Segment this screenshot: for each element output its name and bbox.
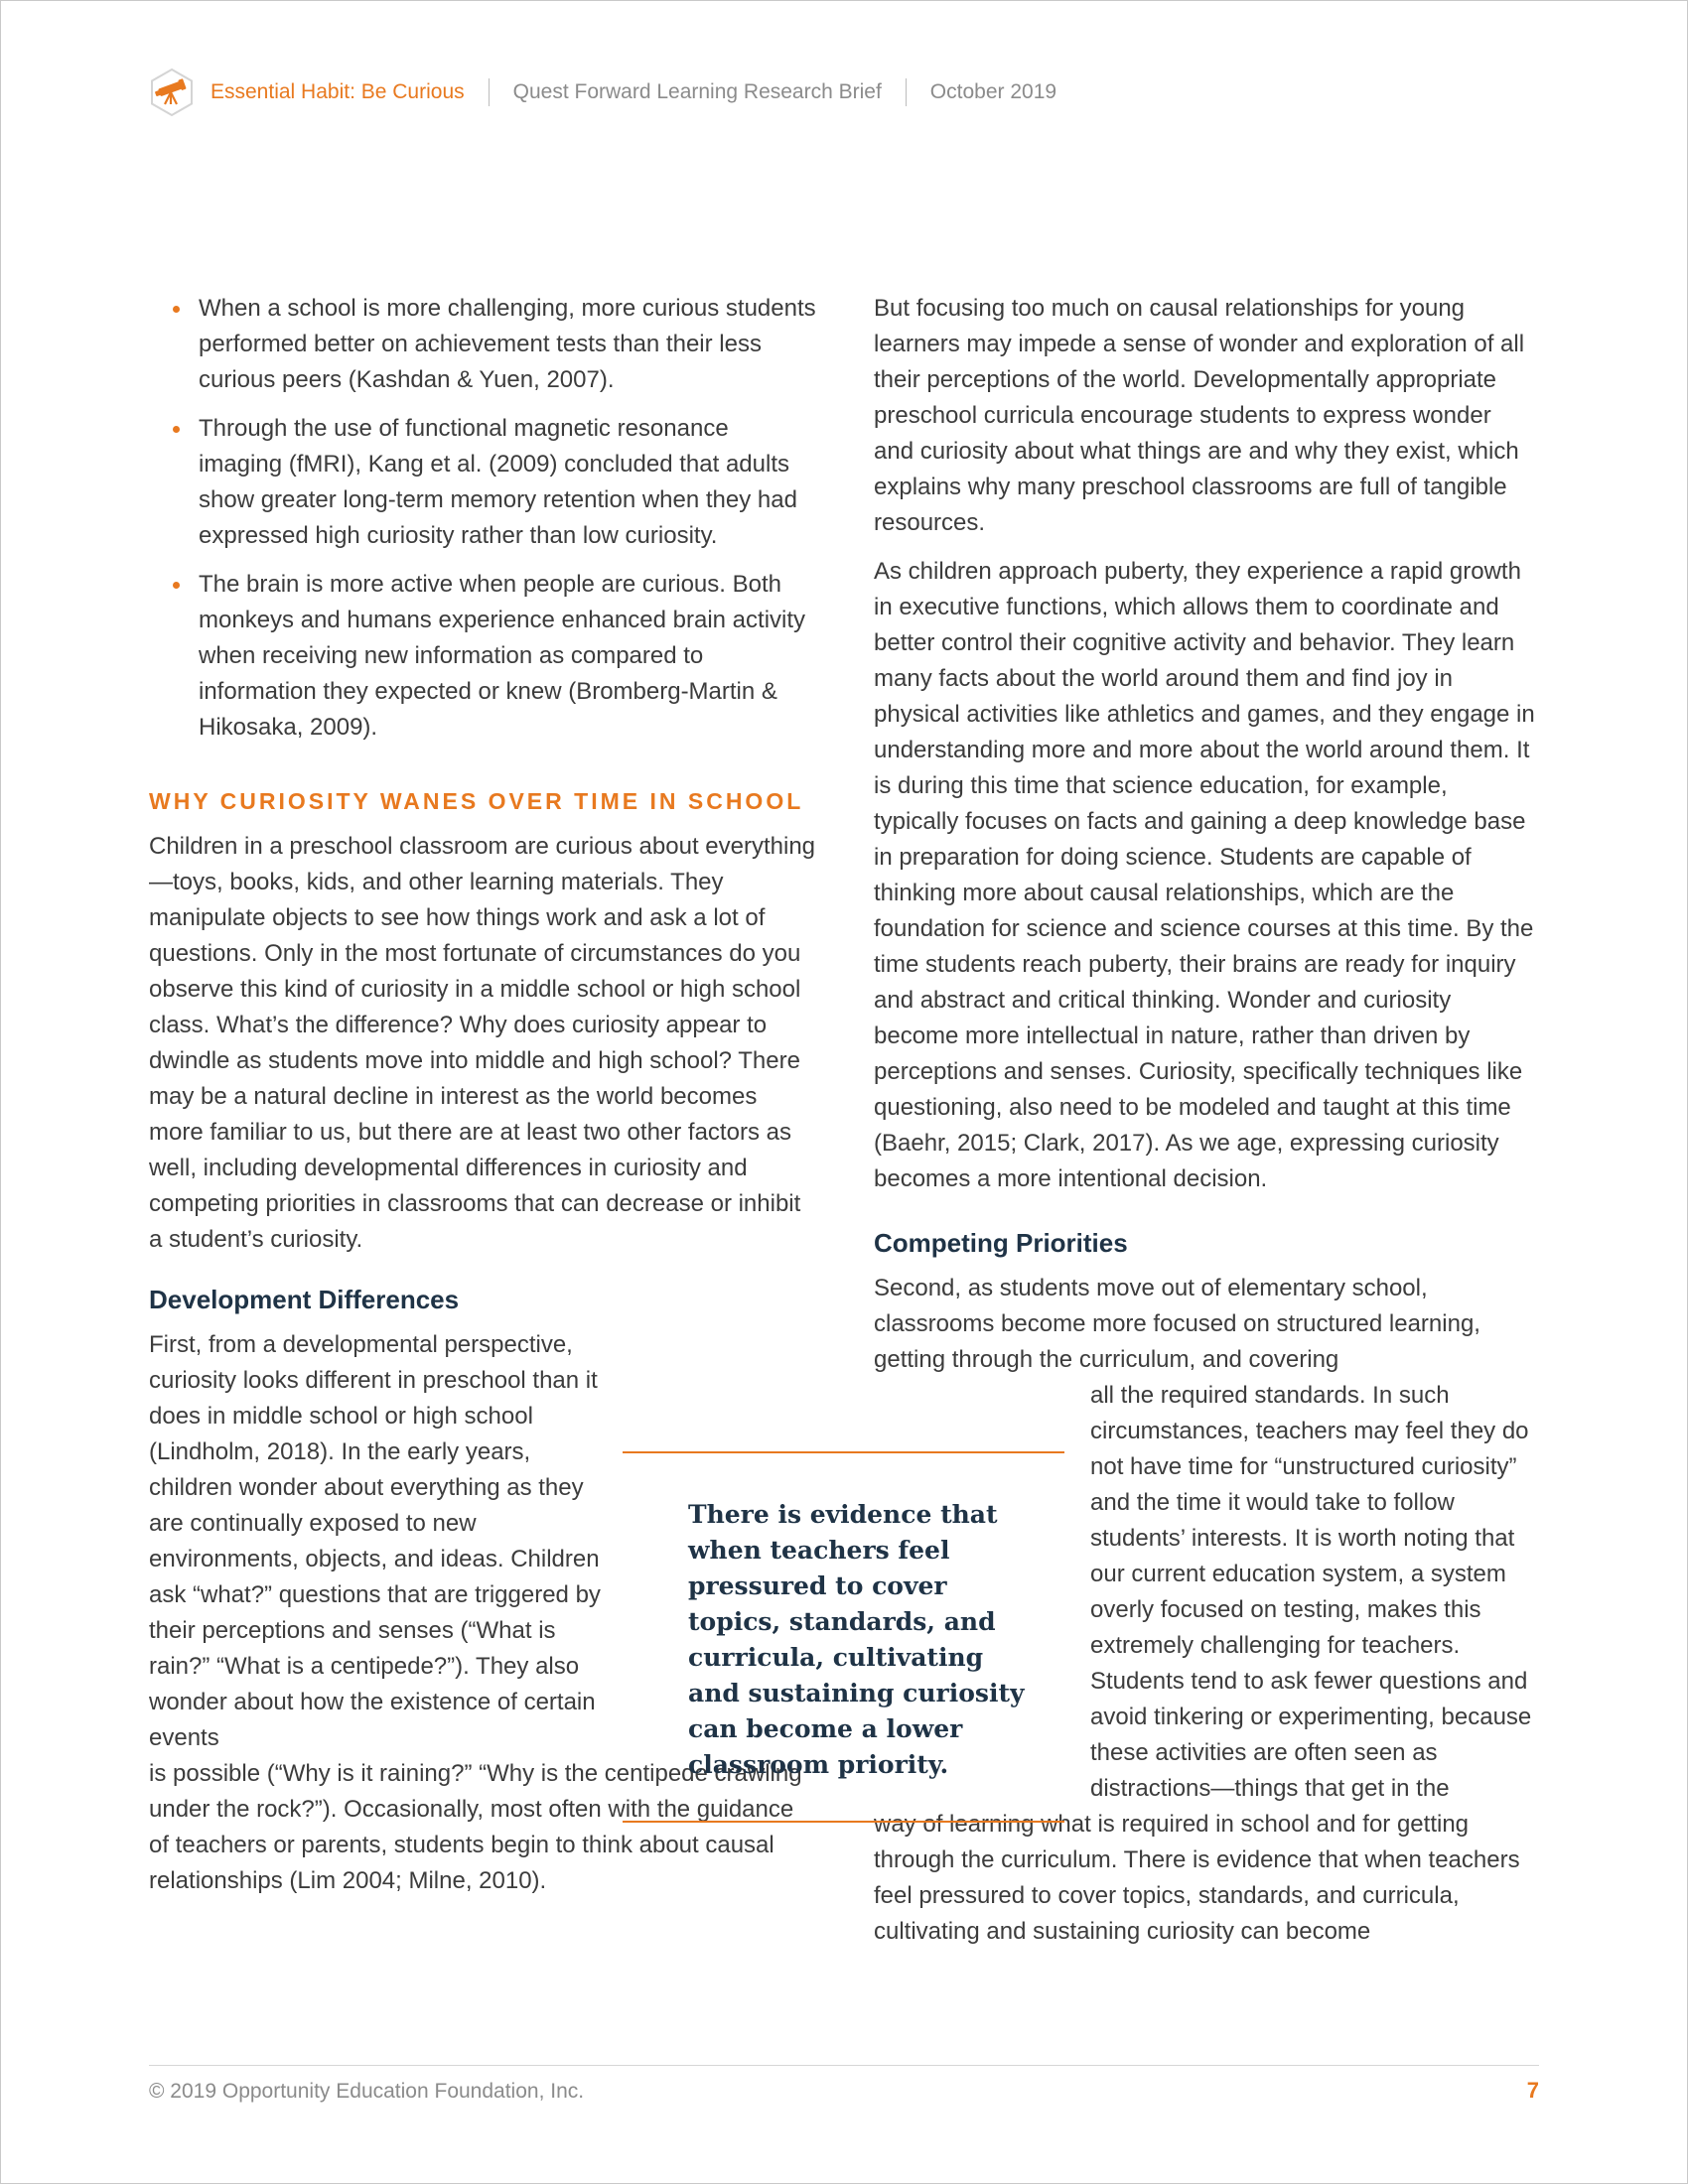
brief-title: Essential Habit: Be Curious — [211, 80, 465, 103]
body-paragraph: But focusing too much on causal relationships for young learners may impede a sense of wonder and exploration of all their perceptions of the world. Developmentally appropriate preschool curricula encourage students to express wonder and curiosity about what things are and why they exist, which explains why many preschool classrooms are full of tangible resources. — [874, 295, 1525, 536]
pull-quote — [623, 1451, 1064, 1823]
body-paragraph-wrapped: all the required standards. In such circumstances, teachers may feel they do not have time for “unstructured curiosity” and the time it would take to follow students’ interests. It is worth noting that our current education system, a system overly focused on testing, makes this extremely challenging for teachers. Students tend to ask fewer questions and avoid tinkering or experimenting, because these activities are often seen as distractions—things that get in the — [1090, 1382, 1532, 1802]
bullet-icon — [173, 306, 180, 313]
findings-list — [149, 291, 816, 746]
pull-quote-text: There is evidence that when teachers feel pressured to cover topics, standards, and curricula, cultivating and sustaining curiosity can become a lower classroom priority. — [688, 1500, 1025, 1779]
header-divider — [906, 78, 907, 106]
subheading-priorities: Competing Priorities — [874, 1228, 1128, 1258]
body-paragraph: Children in a preschool classroom are curious about everything—toys, books, kids, and other learning materials. They manipulate objects to see how things work and ask a lot of questions. Only in the most fortunate of circumstances do you observe this kind of curiosity in a middle school or high school class. What’s the difference? Why does curiosity appear to dwindle as students move into middle and high school? There may be a natural decline in interest as the world becomes more familiar to us, but there are at least two other factors as well, including developmental differences in curiosity and competing priorities in classrooms that can decrease or inhibit a student’s curiosity. — [149, 833, 816, 1253]
body-paragraph: Second, as students move out of elementary school, classrooms become more focused on structured learning, getting through the curriculum, and covering — [874, 1275, 1480, 1373]
footer-divider — [149, 2065, 1539, 2066]
list-item: Through the use of functional magnetic resonance imaging (fMRI), Kang et al. (2009) concluded that adults show greater long-term memory retention when they had expressed high curiosity rather than low curiosity. — [149, 411, 816, 554]
copyright-notice: © 2019 Opportunity Education Foundation, Inc. — [149, 2080, 585, 2103]
body-paragraph-wrapped: First, from a developmental perspective, curiosity looks different in preschool than it does in middle school or high school (Lindholm, 2018). In the early years, children wonder about everything as they are continually exposed to new environments, objects, and ideas. Children ask “what?” questions that are triggered by their perceptions and senses (“What is rain?” “What is a centipede?”). They also wonder about how the existence of certain events — [149, 1331, 601, 1751]
telescope-icon — [147, 68, 197, 117]
subheading-development: Development Differences — [149, 1285, 460, 1314]
bullet-icon — [173, 582, 180, 589]
body-paragraph-continued: is possible (“Why is it raining?” “Why is the centipede crawling under the rock?”). Occasionally, most often with the guidance of teachers or parents, students begin to think about causal relationships (Lim 2004; Milne, 2010). — [149, 1760, 802, 1894]
section-heading: WHY CURIOSITY WANES OVER TIME IN SCHOOL — [149, 788, 804, 814]
list-item: The brain is more active when people are curious. Both monkeys and humans experience enhanced brain activity when receiving new information as compared to information they expected or knew (Bromberg-Martin & Hikosaka, 2009). — [149, 567, 816, 746]
page-header — [147, 68, 1056, 117]
body-paragraph-continued: way of learning what is required in school and for getting through the curriculum. There is evidence that when teachers feel pressured to cover topics, standards, and curricula, cultivating and sustaining curiosity can become — [874, 1811, 1520, 1945]
header-divider — [489, 78, 490, 106]
publication-name: Quest Forward Learning Research Brief — [512, 80, 882, 103]
bullet-icon — [173, 426, 180, 433]
publication-date: October 2019 — [929, 80, 1057, 103]
body-paragraph: As children approach puberty, they experience a rapid growth in executive functions, which allows them to coordinate and better control their cognitive activity and behavior. They learn many facts about the world around them and find joy in physical activities like athletics and games, and they engage in understanding more and more about the world around them. It is during this time that science education, for example, typically focuses on facts and gaining a deep knowledge base in preparation for doing science. Students are capable of thinking more about causal relationships, which are the foundation for science and science courses at this time. By the time students reach puberty, their brains are ready for inquiry and abstract and critical thinking. Wonder and curiosity become more intellectual in nature, rather than driven by perceptions and senses. Curiosity, specifically techniques like questioning, also need to be modeled and taught at this time (Baehr, 2015; Clark, 2017). As we age, expressing curiosity becomes a more intentional decision. — [874, 558, 1535, 1192]
page-number: 7 — [1526, 2078, 1539, 2103]
list-item: When a school is more challenging, more curious students performed better on achievement tests than their less curious peers (Kashdan & Yuen, 2007). — [149, 291, 816, 398]
